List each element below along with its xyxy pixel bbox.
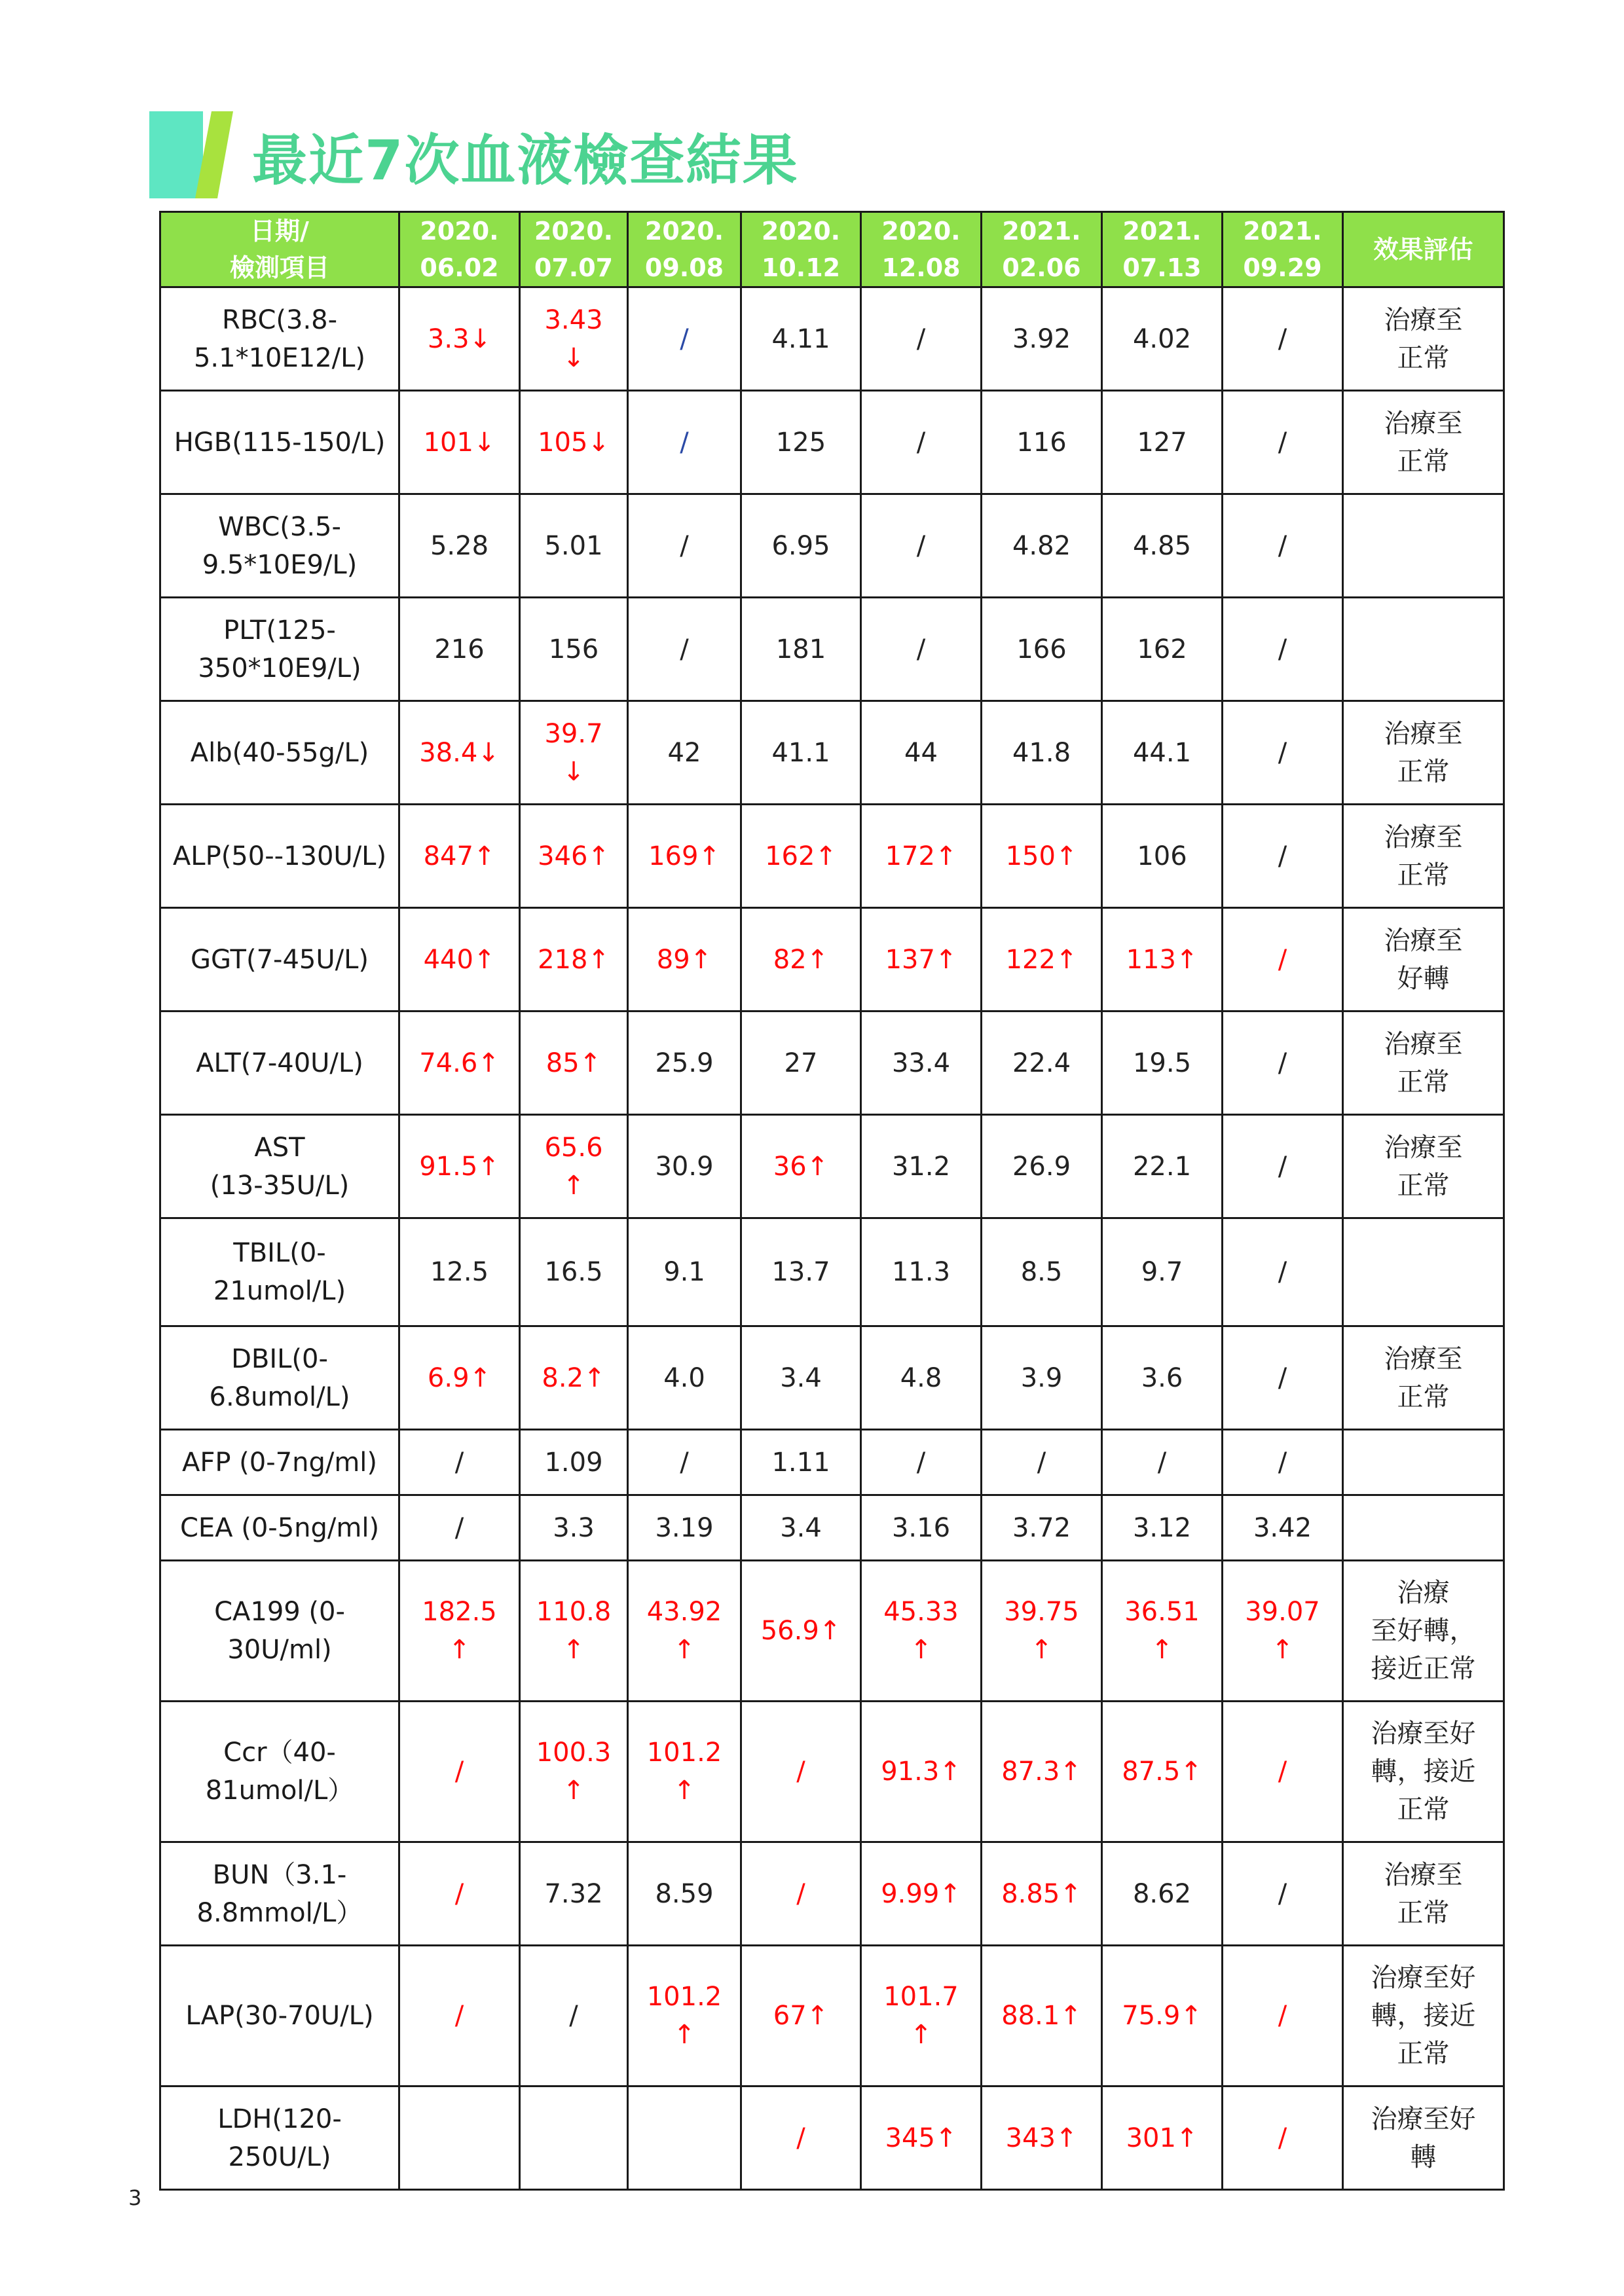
result-cell: 38.4↓ — [399, 701, 520, 805]
result-cell: / — [861, 391, 982, 494]
test-item-label: BUN（3.1- 8.8mmol/L） — [160, 1842, 399, 1946]
table-row — [160, 701, 1504, 805]
result-cell: 5.01 — [520, 494, 628, 598]
result-cell: 27 — [741, 1011, 861, 1115]
effect-evaluation-cell — [1343, 1430, 1504, 1495]
result-cell: 440↑ — [399, 908, 520, 1011]
result-cell: 3.9 — [982, 1326, 1102, 1430]
effect-evaluation-cell: 治療至好 轉 — [1343, 2086, 1504, 2190]
result-cell: 110.8 ↑ — [520, 1561, 628, 1702]
test-item-label: PLT(125- 350*10E9/L) — [160, 598, 399, 701]
result-cell: / — [1223, 1842, 1343, 1946]
result-cell: 169↑ — [628, 805, 741, 908]
result-cell: / — [1223, 1011, 1343, 1115]
page-title: 最近7次血液檢查結果 — [252, 128, 799, 192]
table-row — [160, 2086, 1504, 2190]
table-row — [160, 805, 1504, 908]
result-cell: 3.16 — [861, 1495, 982, 1561]
result-cell: 12.5 — [399, 1218, 520, 1326]
result-cell: 13.7 — [741, 1218, 861, 1326]
result-cell: / — [1223, 391, 1343, 494]
result-cell: / — [628, 391, 741, 494]
result-cell: / — [399, 1702, 520, 1842]
date-header: 2021. 07.13 — [1102, 212, 1223, 287]
date-header: 2021. 02.06 — [982, 212, 1102, 287]
result-cell: 91.3↑ — [861, 1702, 982, 1842]
result-cell: 45.33 ↑ — [861, 1561, 982, 1702]
result-cell: 89↑ — [628, 908, 741, 1011]
result-cell: / — [1223, 1326, 1343, 1430]
result-cell: / — [628, 494, 741, 598]
effect-evaluation-cell — [1343, 1218, 1504, 1326]
test-item-label: DBIL(0- 6.8umol/L) — [160, 1326, 399, 1430]
result-cell: 16.5 — [520, 1218, 628, 1326]
result-cell: 4.02 — [1102, 287, 1223, 391]
result-cell: 56.9↑ — [741, 1561, 861, 1702]
result-cell: 87.5↑ — [1102, 1702, 1223, 1842]
test-item-label: Alb(40-55g/L) — [160, 701, 399, 805]
test-item-label: CEA (0-5ng/ml) — [160, 1495, 399, 1561]
result-cell: 3.3 — [520, 1495, 628, 1561]
title-accent-mark — [149, 111, 233, 198]
result-cell: 3.43 ↓ — [520, 287, 628, 391]
result-cell: 19.5 — [1102, 1011, 1223, 1115]
result-cell: / — [982, 1430, 1102, 1495]
result-cell: 31.2 — [861, 1115, 982, 1218]
result-cell: 39.07 ↑ — [1223, 1561, 1343, 1702]
table-row — [160, 1115, 1504, 1218]
test-item-label: LDH(120- 250U/L) — [160, 2086, 399, 2190]
result-cell: 44 — [861, 701, 982, 805]
result-cell: 847↑ — [399, 805, 520, 908]
result-cell: / — [861, 287, 982, 391]
table-row — [160, 1218, 1504, 1326]
result-cell: 8.2↑ — [520, 1326, 628, 1430]
table-row — [160, 1495, 1504, 1561]
result-cell: / — [399, 1430, 520, 1495]
result-cell: 3.6 — [1102, 1326, 1223, 1430]
result-cell: 6.95 — [741, 494, 861, 598]
result-cell: 105↓ — [520, 391, 628, 494]
effect-evaluation-cell: 治療至 正常 — [1343, 1326, 1504, 1430]
table-row — [160, 391, 1504, 494]
table-row — [160, 1946, 1504, 2086]
effect-evaluation-cell: 治療至 正常 — [1343, 805, 1504, 908]
result-cell: 101.7 ↑ — [861, 1946, 982, 2086]
result-cell: 87.3↑ — [982, 1702, 1102, 1842]
result-cell: 22.4 — [982, 1011, 1102, 1115]
result-cell: / — [1223, 1702, 1343, 1842]
result-cell: / — [861, 494, 982, 598]
result-cell: / — [741, 2086, 861, 2190]
result-cell: 41.8 — [982, 701, 1102, 805]
result-cell: 9.7 — [1102, 1218, 1223, 1326]
result-cell: 3.4 — [741, 1326, 861, 1430]
result-cell: 100.3 ↑ — [520, 1702, 628, 1842]
table-row — [160, 287, 1504, 391]
result-cell: 5.28 — [399, 494, 520, 598]
result-cell: 36↑ — [741, 1115, 861, 1218]
test-item-label: TBIL(0- 21umol/L) — [160, 1218, 399, 1326]
effect-evaluation-cell — [1343, 1495, 1504, 1561]
result-cell: 39.7 ↓ — [520, 701, 628, 805]
result-cell: 162 — [1102, 598, 1223, 701]
test-item-label: HGB(115-150/L) — [160, 391, 399, 494]
table-row — [160, 1011, 1504, 1115]
result-cell: 33.4 — [861, 1011, 982, 1115]
result-cell: / — [399, 1946, 520, 2086]
date-header: 2020. 10.12 — [741, 212, 861, 287]
result-cell: 166 — [982, 598, 1102, 701]
result-cell: / — [628, 1430, 741, 1495]
result-cell: 106 — [1102, 805, 1223, 908]
table-row — [160, 598, 1504, 701]
result-cell: 4.85 — [1102, 494, 1223, 598]
result-cell: 1.11 — [741, 1430, 861, 1495]
result-cell: 127 — [1102, 391, 1223, 494]
result-cell: 101.2 ↑ — [628, 1702, 741, 1842]
table-header-row — [160, 212, 1504, 287]
result-cell: 162↑ — [741, 805, 861, 908]
result-cell: 101.2 ↑ — [628, 1946, 741, 2086]
result-cell: 8.5 — [982, 1218, 1102, 1326]
result-cell: / — [861, 598, 982, 701]
date-header: 2020. 12.08 — [861, 212, 982, 287]
result-cell — [520, 2086, 628, 2190]
effect-evaluation-cell — [1343, 598, 1504, 701]
result-cell: 4.82 — [982, 494, 1102, 598]
result-cell: / — [1223, 598, 1343, 701]
effect-evaluation-cell: 治療至 正常 — [1343, 1842, 1504, 1946]
date-header: 2020. 09.08 — [628, 212, 741, 287]
blood-test-table — [159, 211, 1505, 2191]
result-cell: 216 — [399, 598, 520, 701]
result-cell: 30.9 — [628, 1115, 741, 1218]
result-cell: / — [628, 287, 741, 391]
effect-evaluation-cell: 治療至好 轉，接近 正常 — [1343, 1702, 1504, 1842]
result-cell: / — [399, 1495, 520, 1561]
date-header: 2021. 09.29 — [1223, 212, 1343, 287]
result-cell: 8.85↑ — [982, 1842, 1102, 1946]
result-cell: / — [1223, 287, 1343, 391]
result-cell: 4.0 — [628, 1326, 741, 1430]
test-item-label: ALP(50--130U/L) — [160, 805, 399, 908]
result-cell: 113↑ — [1102, 908, 1223, 1011]
effect-evaluation-cell — [1343, 494, 1504, 598]
result-cell: / — [520, 1946, 628, 2086]
test-item-label: AST (13-35U/L) — [160, 1115, 399, 1218]
test-item-label: Ccr（40- 81umol/L） — [160, 1702, 399, 1842]
result-cell: 122↑ — [982, 908, 1102, 1011]
result-cell: 3.3↓ — [399, 287, 520, 391]
result-cell: 4.11 — [741, 287, 861, 391]
result-cell: / — [399, 1842, 520, 1946]
test-item-label: GGT(7-45U/L) — [160, 908, 399, 1011]
result-cell: / — [1223, 2086, 1343, 2190]
date-header: 2020. 07.07 — [520, 212, 628, 287]
result-cell: 181 — [741, 598, 861, 701]
result-cell — [399, 2086, 520, 2190]
result-cell: 41.1 — [741, 701, 861, 805]
test-item-label: LAP(30-70U/L) — [160, 1946, 399, 2086]
result-cell: 218↑ — [520, 908, 628, 1011]
result-cell: 1.09 — [520, 1430, 628, 1495]
result-cell: 65.6 ↑ — [520, 1115, 628, 1218]
result-cell: / — [1223, 701, 1343, 805]
result-cell: 6.9↑ — [399, 1326, 520, 1430]
result-cell: 43.92 ↑ — [628, 1561, 741, 1702]
result-cell: / — [1223, 908, 1343, 1011]
result-cell: 22.1 — [1102, 1115, 1223, 1218]
result-cell: 3.72 — [982, 1495, 1102, 1561]
result-cell: 8.62 — [1102, 1842, 1223, 1946]
result-cell: 156 — [520, 598, 628, 701]
result-cell: 343↑ — [982, 2086, 1102, 2190]
corner-header: 日期/ 檢測項目 — [160, 212, 399, 287]
result-cell: 9.99↑ — [861, 1842, 982, 1946]
date-header: 2020. 06.02 — [399, 212, 520, 287]
result-cell: 172↑ — [861, 805, 982, 908]
effect-evaluation-cell: 治療至 好轉 — [1343, 908, 1504, 1011]
result-cell: 44.1 — [1102, 701, 1223, 805]
result-cell: 91.5↑ — [399, 1115, 520, 1218]
effect-header: 效果評估 — [1343, 212, 1504, 287]
table-row — [160, 1842, 1504, 1946]
test-item-label: ALT(7-40U/L) — [160, 1011, 399, 1115]
result-cell: 137↑ — [861, 908, 982, 1011]
table-row — [160, 1326, 1504, 1430]
result-cell: 88.1↑ — [982, 1946, 1102, 2086]
result-cell: 39.75 ↑ — [982, 1561, 1102, 1702]
result-cell: 42 — [628, 701, 741, 805]
test-item-label: RBC(3.8- 5.1*10E12/L) — [160, 287, 399, 391]
result-cell: 75.9↑ — [1102, 1946, 1223, 2086]
result-cell: 9.1 — [628, 1218, 741, 1326]
test-item-label: AFP (0-7ng/ml) — [160, 1430, 399, 1495]
result-cell: / — [1223, 494, 1343, 598]
result-cell: 7.32 — [520, 1842, 628, 1946]
table-body — [160, 287, 1504, 2190]
result-cell: 125 — [741, 391, 861, 494]
result-cell: / — [741, 1842, 861, 1946]
result-cell: 3.12 — [1102, 1495, 1223, 1561]
result-cell: / — [1223, 1946, 1343, 2086]
result-cell: / — [628, 598, 741, 701]
effect-evaluation-cell: 治療至 正常 — [1343, 391, 1504, 494]
result-cell: 345↑ — [861, 2086, 982, 2190]
result-cell: 4.8 — [861, 1326, 982, 1430]
result-cell: 116 — [982, 391, 1102, 494]
result-cell — [628, 2086, 741, 2190]
result-cell: 8.59 — [628, 1842, 741, 1946]
result-cell: 26.9 — [982, 1115, 1102, 1218]
table-row — [160, 908, 1504, 1011]
effect-evaluation-cell: 治療至 正常 — [1343, 1115, 1504, 1218]
result-cell: 150↑ — [982, 805, 1102, 908]
result-cell: 36.51 ↑ — [1102, 1561, 1223, 1702]
effect-evaluation-cell: 治療至 正常 — [1343, 1011, 1504, 1115]
result-cell: 67↑ — [741, 1946, 861, 2086]
result-cell: 301↑ — [1102, 2086, 1223, 2190]
table-row — [160, 1561, 1504, 1702]
result-cell: 101↓ — [399, 391, 520, 494]
result-cell: 3.19 — [628, 1495, 741, 1561]
result-cell: 82↑ — [741, 908, 861, 1011]
result-cell: / — [861, 1430, 982, 1495]
result-cell: / — [1223, 1115, 1343, 1218]
result-cell: 25.9 — [628, 1011, 741, 1115]
table-row — [160, 1702, 1504, 1842]
result-cell: / — [1223, 805, 1343, 908]
result-cell: 85↑ — [520, 1011, 628, 1115]
effect-evaluation-cell: 治療 至好轉， 接近正常 — [1343, 1561, 1504, 1702]
table-row — [160, 1430, 1504, 1495]
table-row — [160, 494, 1504, 598]
result-cell: / — [1223, 1218, 1343, 1326]
test-item-label: WBC(3.5- 9.5*10E9/L) — [160, 494, 399, 598]
effect-evaluation-cell: 治療至 正常 — [1343, 701, 1504, 805]
result-cell: 11.3 — [861, 1218, 982, 1326]
result-cell: 182.5 ↑ — [399, 1561, 520, 1702]
result-cell: 3.42 — [1223, 1495, 1343, 1561]
result-cell: 74.6↑ — [399, 1011, 520, 1115]
result-cell: 3.92 — [982, 287, 1102, 391]
result-cell: 3.4 — [741, 1495, 861, 1561]
result-cell: / — [741, 1702, 861, 1842]
test-item-label: CA199 (0- 30U/ml) — [160, 1561, 399, 1702]
result-cell: / — [1223, 1430, 1343, 1495]
effect-evaluation-cell: 治療至 正常 — [1343, 287, 1504, 391]
page-number: 3 — [128, 2185, 142, 2210]
result-cell: 346↑ — [520, 805, 628, 908]
result-cell: / — [1102, 1430, 1223, 1495]
effect-evaluation-cell: 治療至好 轉，接近 正常 — [1343, 1946, 1504, 2086]
